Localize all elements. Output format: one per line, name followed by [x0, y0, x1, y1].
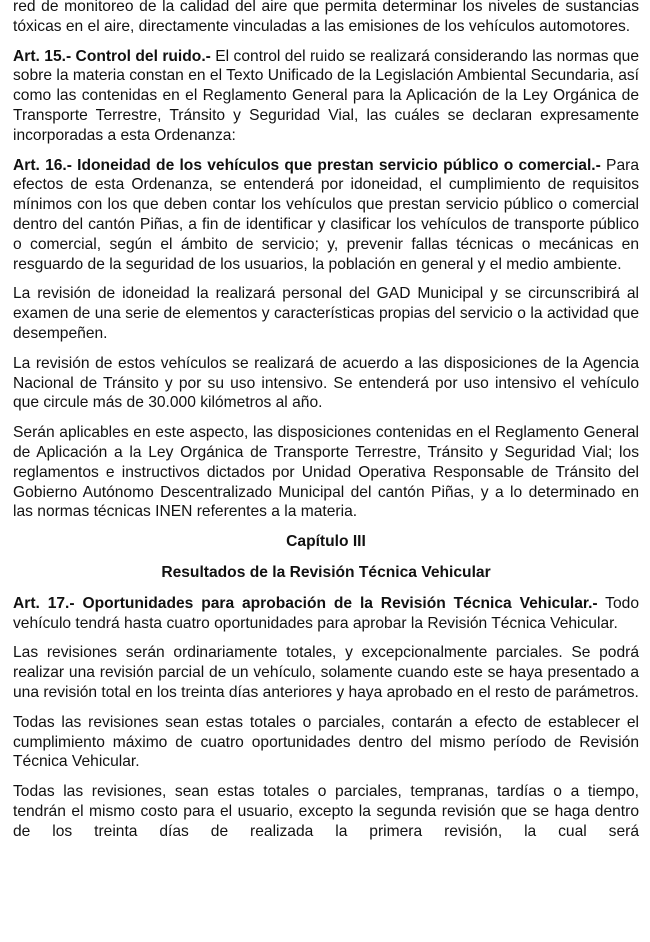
article-17-text: Todo vehículo tendrá hasta cuatro oportunidades para aprobar la Revisión Técnica Vehicular. [13, 594, 639, 632]
paragraph-text: La revisión de idoneidad la realizará personal del GAD Municipal y se circunscribirá al examen de una serie de elementos y características propias del servicio o la actividad que desempeñen. [13, 285, 639, 342]
paragraph-text: Serán aplicables en este aspecto, las disposiciones contenidas en el Reglamento General de Aplicación a la Ley Orgánica de Transporte Terrestre, Tránsito y Seguridad Vial; los reglamentos e instructivos dictados por Unidad Operativa Responsable de Tránsito del Gobierno Autónomo Descentralizado Municipal del cantón Piñas, y a lo determinado en las normas técnicas INEN referentes a la materia. [13, 424, 639, 521]
paragraph-text: Las revisiones serán ordinariamente totales, y excepcionalmente parciales. Se podrá realizar una revisión parcial de un vehículo, solamente cuando este se haya presentado a una revisión total en los treinta días anteriores y haya aprobado en el resto de parámetros. [13, 644, 639, 701]
paragraph-text: Todas las revisiones, sean estas totales o parciales, tempranas, tardías o a tiempo, tendrán el mismo costo para el usuario, excepto la segunda revisión que se haga dentro de los treinta días de realizada la primera revisión, la cual será [13, 783, 639, 840]
paragraph-revision-vehiculos [13, 354, 639, 413]
paragraph-disposiciones-aplicables [13, 423, 639, 522]
article-15-text: El control del ruido se realizará considerando las normas que sobre la materia constan en el Texto Unificado de la Legislación Ambiental Secundaria, así como las contenidas en el Reglamento General para la Aplicación de la Ley Orgánica de Transporte Terrestre, Tránsito y Seguridad Vial, las cuáles se declaran expresamente incorporadas a esta Ordenanza: [13, 47, 640, 144]
chapter-title: Resultados de la Revisión Técnica Vehicular [161, 563, 491, 581]
article-17-heading: Art. 17.- Oportunidades para aprobación de la Revisión Técnica Vehicular.- [13, 594, 598, 612]
article-15-paragraph [13, 47, 639, 146]
article-16-heading: Art. 16.- Idoneidad de los vehículos que prestan servicio público o comercial.- [13, 156, 601, 174]
paragraph-costo-revisiones [13, 782, 639, 841]
paragraph-text: Todas las revisiones sean estas totales o parciales, contarán a efecto de establecer el cumplimiento máximo de cuatro oportunidades dentro del mismo período de Revisión Técnica Vehicular. [13, 713, 639, 771]
document-page [13, 0, 639, 851]
article-17-paragraph [13, 594, 639, 634]
paragraph-todas-revisiones [13, 713, 639, 772]
article-16-text: Para efectos de esta Ordenanza, se entenderá por idoneidad, el cumplimiento de requisitos mínimos con los que deben contar los vehículos que prestan servicio público o comercial dentro del cantón Piñas, a fin de identificar y clasificar los vehículos de transporte público o comercial, según el ámbito de servicio; y, prevenir fallas técnicas o mecánicas en resguardo de la seguridad de los usuarios, la población en general y el medio ambiente. [13, 156, 639, 273]
chapter-number: Capítulo III [286, 533, 366, 551]
article-15-heading: Art. 15.- Control del ruido.- [13, 47, 211, 65]
article-16-paragraph [13, 156, 639, 275]
paragraph-revisiones-totales [13, 643, 639, 702]
paragraph-text: red de monitoreo de la calidad del aire que permita determinar los niveles de sustancias tóxicas en el aire, directamente vinculadas a las emisiones de los vehículos automotores. [13, 0, 639, 35]
paragraph-revision-idoneidad [13, 284, 639, 343]
paragraph-aire-monitoreo [13, 0, 639, 37]
paragraph-text: La revisión de estos vehículos se realizará de acuerdo a las disposiciones de la Agencia Nacional de Tránsito y por su uso intensivo. Se entenderá por uso intensivo el vehículo que circule más de 30.000 kilómetros al año. [13, 354, 639, 412]
